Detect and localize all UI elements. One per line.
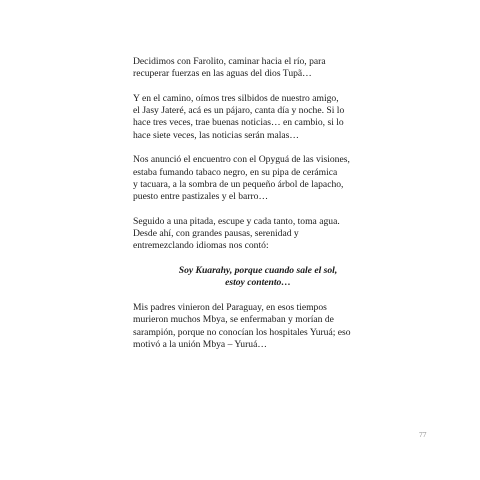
text-line: puesto entre pastizales y el barro…	[133, 191, 269, 203]
text-line: Seguido a una pitada, escupe y cada tanto, toma agua.	[133, 215, 340, 227]
paragraph	[133, 154, 383, 203]
paragraph	[133, 56, 383, 81]
quote-line: Soy Kuarahy, porque cuando sale el sol,	[178, 265, 338, 277]
text-line: Mis padres vinieron del Paraguay, en esos tiempos	[133, 301, 327, 313]
paragraph	[133, 216, 383, 253]
paragraph	[133, 302, 383, 351]
page-body	[133, 56, 383, 363]
quote-line: estoy contento…	[225, 277, 291, 289]
text-line: murieron muchos Mbya, se enfermaban y morían de	[133, 314, 334, 326]
text-line: hace tres veces, trae buenas noticias… en cambio, si lo	[133, 117, 344, 129]
text-line: Nos anunció el encuentro con el Opyguá de las visiones,	[133, 154, 350, 166]
text-line: el Jasy Jateré, acá es un pájaro, canta día y noche. Si lo	[133, 105, 345, 117]
text-line: hace siete veces, las noticias serán malas…	[133, 129, 299, 141]
page-number: 77	[419, 430, 427, 439]
text-line: y tacuara, a la sombra de un pequeño árbol de lapacho,	[133, 178, 344, 190]
text-line: motivó a la unión Mbya – Yuruá…	[133, 338, 267, 350]
text-line: recuperar fuerzas en las aguas del dios Tupã…	[133, 68, 312, 80]
text-line: Y en el camino, oímos tres silbidos de nuestro amigo,	[133, 92, 339, 104]
text-line: sarampión, porque no conocían los hospitales Yuruá; eso	[133, 326, 351, 338]
text-line: Decidimos con Farolito, caminar hacia el río, para	[133, 56, 326, 67]
quote-block	[133, 265, 383, 290]
text-line: entremezclando idiomas nos contó:	[133, 240, 269, 252]
text-line: Desde ahí, con grandes pausas, serenidad y	[133, 228, 299, 240]
paragraph	[133, 93, 383, 142]
text-line: estaba fumando tabaco negro, en su pipa de cerámica	[133, 166, 338, 178]
